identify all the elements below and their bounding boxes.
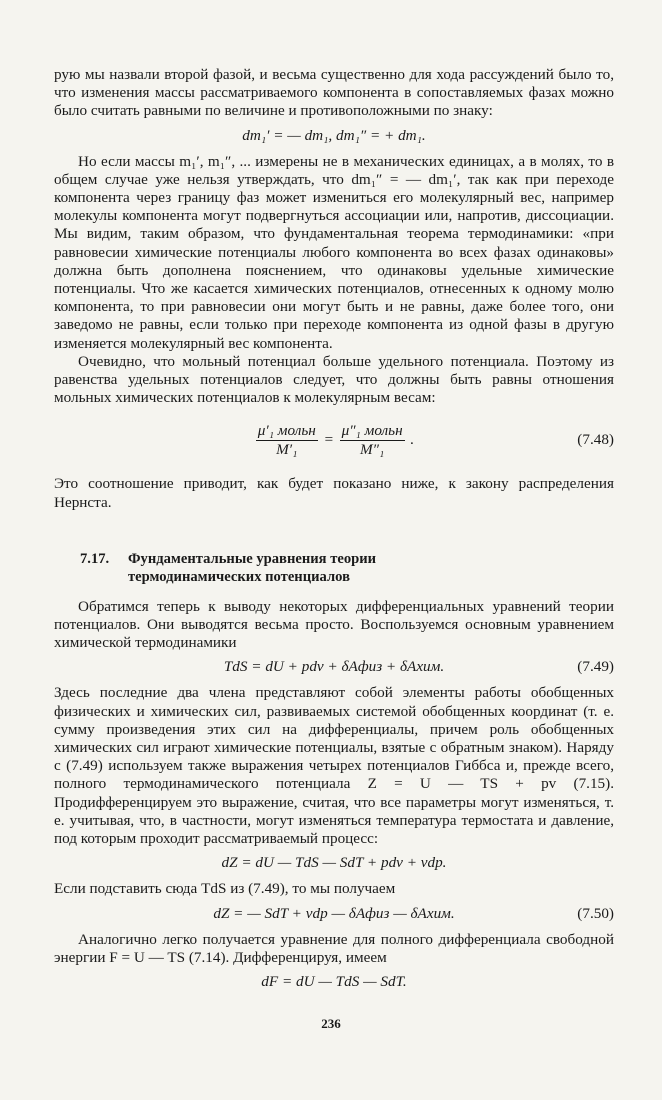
equation-df	[54, 971, 614, 993]
paragraph: Очевидно, что мольный потенциал больше удельного потенциала. Поэтому из равенства удельных потенциалов следует, что должны быть равны отношения мольных химических потенциалов к молекулярным весам:	[54, 352, 614, 407]
fraction-numerator: μ″₁ мольн	[341, 422, 403, 440]
equation-text: TdS = dU + pdv + δAфиз + δAхим.	[223, 658, 445, 676]
paragraph: Аналогично легко получается уравнение для полного дифференциала свободной энергии F = U — TS (7.14). Дифференцируя, имеем	[54, 930, 614, 966]
equation-number: (7.50)	[577, 904, 614, 922]
equation-text: dZ = dU — TdS — SdT + pdv + vdp.	[221, 854, 447, 872]
paragraph: Но если массы m₁′, m₁″, ... измерены не в механических единицах, а в молях, то в общем случае уже нельзя утверждать, что dm₁″ = — dm₁′, так как при переходе компонента через границу фаз может измениться его молекулярный вес, например молекулы компонента могут подвергнуться ассоциации или, напротив, диссоциации. Мы видим, таким образом, что фундаментальная теорема термодинамики: «при равновесии химические потенциалы любого компонента во всех фазах одинаковы» должна быть дополнена пояснением, что одинаковы удельные химические потенциалы. Что же касается химических потенциалов, отнесенных к одному молю компонента, то при равновесии они могут быть и не равны, даже более того, они заведомо не равны, если только при переходе компонента из одной фазы в другую изменяется молекулярный вес компонента.	[54, 152, 614, 352]
equation-dz-expanded	[54, 852, 614, 874]
section-title-line1: Фундаментальные уравнения теории	[128, 550, 377, 567]
fraction-left	[256, 422, 318, 459]
equation-7-48	[54, 417, 614, 463]
equation-7-50	[54, 903, 614, 925]
section-title-line2: термодинамических потенциалов	[128, 568, 350, 585]
fraction-denominator: M″₁	[359, 441, 385, 459]
equation-period: .	[410, 431, 415, 449]
equation-text: dF = dU — TdS — SdT.	[261, 972, 407, 990]
equation-number: (7.49)	[577, 658, 614, 676]
page-text-block	[54, 66, 614, 999]
equation-7-49	[54, 656, 614, 678]
section-number: 7.17.	[80, 550, 110, 567]
equation-text: dm₁′ = — dm₁, dm₁″ = + dm₁.	[242, 126, 426, 144]
paragraph: Здесь последние два члена представляют собой элементы работы обобщенных физических и химических сил, развиваемых системой обобщенных координат (т. е. сумму произведения этих сил на дифференциалы, причем роль обобщенных химических сил играют химические потенциалы, взятые с обратным знаком). Наряду с (7.49) используем также выражения четырех потенциалов Гиббса и, прежде всего, полного термодинамического потенциала Z = U — TS + pv (7.15). Продифференцируем это выражение, считая, что все параметры могут изменяться, т. е. учитывая, что, в частности, могут изменяться температура термостата и давление, под которым проходит рассматриваемый процесс:	[54, 684, 614, 848]
page-number: 236	[321, 1016, 341, 1031]
equation-text: dZ = — SdT + vdp — δAфиз — δAхим.	[213, 904, 455, 922]
fraction-numerator: μ′₁ мольн	[257, 422, 316, 440]
fraction-right	[340, 422, 405, 459]
paragraph: Обратимся теперь к выводу некоторых дифференциальных уравнений теории потенциалов. Они выводятся весьма просто. Воспользуемся основным уравнением химической термодинамики	[54, 597, 614, 652]
fraction-denominator: M′₁	[276, 441, 298, 459]
paragraph: Это соотношение приводит, как будет показано ниже, к закону распределения Нернста.	[54, 475, 614, 511]
equation-mass-change	[54, 125, 614, 147]
section-heading	[54, 550, 614, 586]
equals-sign: =	[323, 431, 334, 449]
paragraph: Если подставить сюда TdS из (7.49), то мы получаем	[54, 880, 396, 898]
equation-number: (7.48)	[577, 431, 614, 449]
paragraph: рую мы назвали второй фазой, и весьма существенно для хода рассуждений было то, что изменения массы рассматриваемого компонента в сопоставляемых фазах можно было считать равными по величине и противоположными по знаку:	[54, 66, 614, 120]
